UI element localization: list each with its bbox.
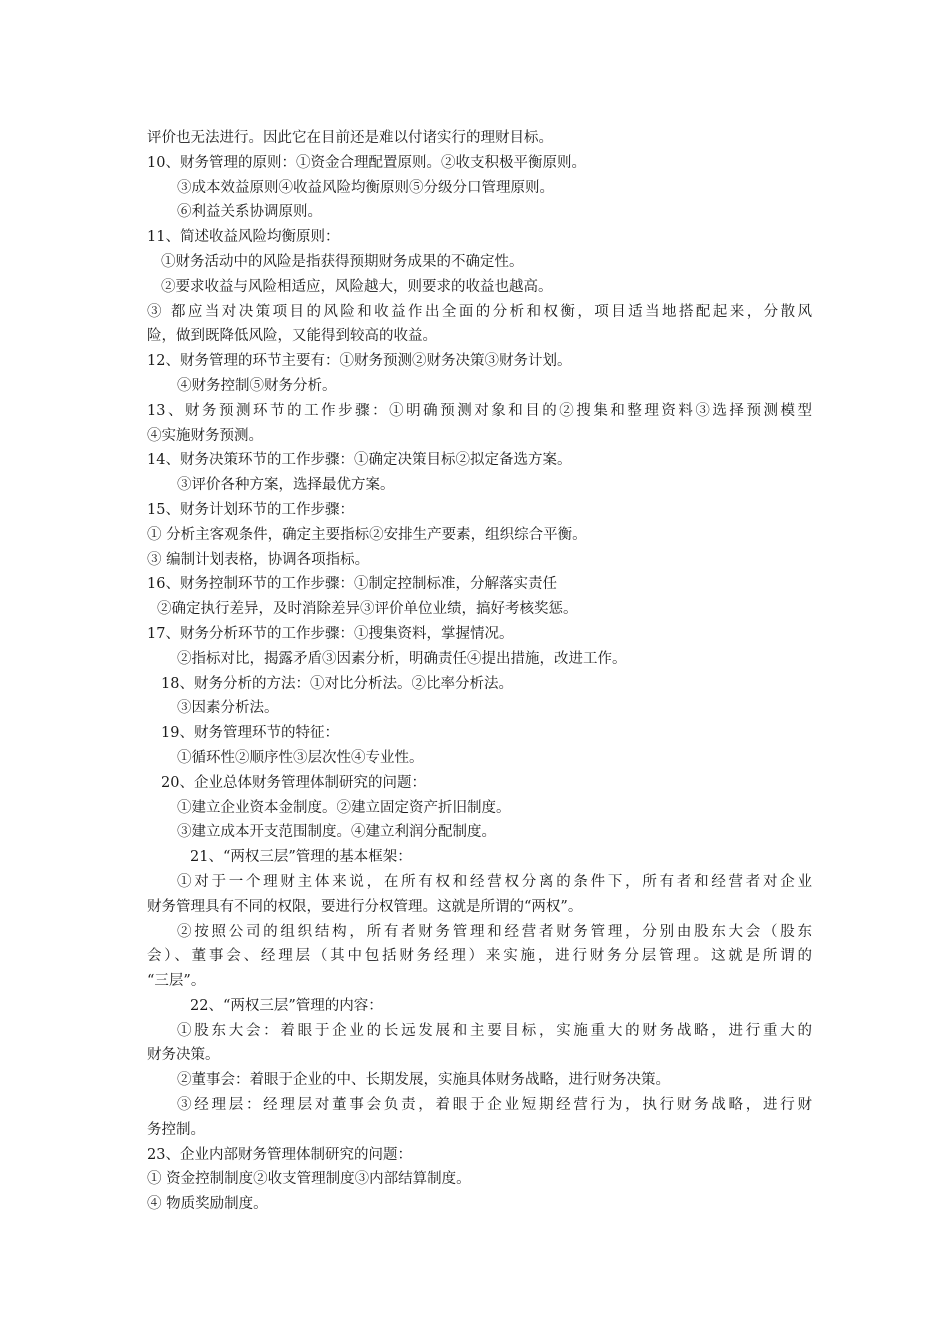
text-line: ②按照公司的组织结构，所有者财务管理和经营者财务管理，分别由股东大会（股东 — [177, 923, 812, 940]
text-line: 10、财务管理的原则：①资金合理配置原则。②收支积极平衡原则。 — [147, 154, 586, 171]
text-line: 17、财务分析环节的工作步骤：①搜集资料，掌握情况。 — [147, 625, 514, 642]
text-line: ① 资金控制制度②收支管理制度③内部结算制度。 — [147, 1171, 471, 1188]
text-line: ④财务控制⑤财务分析。 — [177, 377, 337, 394]
text-line: ②确定执行差异，及时消除差异③评价单位业绩，搞好考核奖惩。 — [157, 601, 578, 618]
text-line: 20、企业总体财务管理体制研究的问题： — [161, 774, 426, 791]
text-line: ②董事会：着眼于企业的中、长期发展，实施具体财务战略，进行财务决策。 — [177, 1072, 670, 1089]
text-line: ③ 编制计划表格，协调各项指标。 — [147, 551, 370, 568]
text-line: ④实施财务预测。 — [147, 427, 263, 444]
text-line: ①建立企业资本金制度。②建立固定资产折旧制度。 — [177, 799, 511, 816]
text-line: ③经理层：经理层对董事会负责，着眼于企业短期经营行为，执行财务战略，进行财 — [177, 1097, 812, 1114]
text-line: 会）、董事会、经理层（其中包括财务经理）来实施，进行财务分层管理。这就是所谓的 — [147, 948, 812, 965]
text-line: “三层”。 — [147, 973, 206, 990]
text-line: 23、企业内部财务管理体制研究的问题： — [147, 1146, 412, 1163]
text-line: 财务决策。 — [147, 1047, 220, 1064]
text-line: ②指标对比，揭露矛盾③因素分析，明确责任④提出措施，改进工作。 — [177, 650, 627, 667]
document-body — [147, 126, 812, 1217]
text-line: 16、财务控制环节的工作步骤：①制定控制标准，分解落实责任 — [147, 576, 557, 593]
text-line: ③成本效益原则④收益风险均衡原则⑤分级分口管理原则。 — [177, 179, 554, 196]
text-line: 21、“两权三层”管理的基本框架： — [190, 849, 412, 866]
text-line: ① 分析主客观条件，确定主要指标②安排生产要素，组织综合平衡。 — [147, 526, 587, 543]
text-line: 12、财务管理的环节主要有：①财务预测②财务决策③财务计划。 — [147, 353, 572, 370]
text-line: 务控制。 — [147, 1121, 205, 1138]
text-line: ③ 都应当对决策项目的风险和收益作出全面的分析和权衡，项目适当地搭配起来，分散风 — [147, 303, 812, 320]
text-line: 评价也无法进行。因此它在目前还是难以付诸实行的理财目标。 — [147, 130, 553, 146]
text-line: ③因素分析法。 — [177, 700, 279, 717]
text-line: 18、财务分析的方法：①对比分析法。②比率分析法。 — [161, 675, 513, 692]
text-line: ⑥利益关系协调原则。 — [177, 204, 322, 221]
text-line: 19、财务管理环节的特征： — [161, 725, 339, 742]
text-line: 11、简述收益风险均衡原则： — [147, 229, 340, 246]
text-line: ①财务活动中的风险是指获得预期财务成果的不确定性。 — [161, 253, 524, 270]
text-line: 13、财务预测环节的工作步骤：①明确预测对象和目的②搜集和整理资料③选择预测模型 — [147, 402, 812, 419]
text-line: 财务管理具有不同的权限，要进行分权管理。这就是所谓的“两权”。 — [147, 898, 583, 915]
text-line: 14、财务决策环节的工作步骤：①确定决策目标②拟定备选方案。 — [147, 452, 572, 469]
text-line: 15、财务计划环节的工作步骤： — [147, 501, 354, 518]
text-line: ③评价各种方案，选择最优方案。 — [177, 477, 395, 494]
text-line: ②要求收益与风险相适应，风险越大，则要求的收益也越高。 — [161, 278, 553, 295]
text-line: ③建立成本开支范围制度。④建立利润分配制度。 — [177, 824, 496, 841]
text-line: ①对于一个理财主体来说，在所有权和经营权分离的条件下，所有者和经营者对企业 — [177, 873, 812, 890]
text-line: ①循环性②顺序性③层次性④专业性。 — [177, 749, 424, 766]
text-line: 22、“两权三层”管理的内容： — [190, 997, 383, 1014]
text-line: ①股东大会：着眼于企业的长远发展和主要目标，实施重大的财务战略，进行重大的 — [177, 1022, 812, 1039]
text-line: ④ 物质奖励制度。 — [147, 1196, 268, 1213]
text-line: 险，做到既降低风险，又能得到较高的收益。 — [147, 328, 437, 345]
